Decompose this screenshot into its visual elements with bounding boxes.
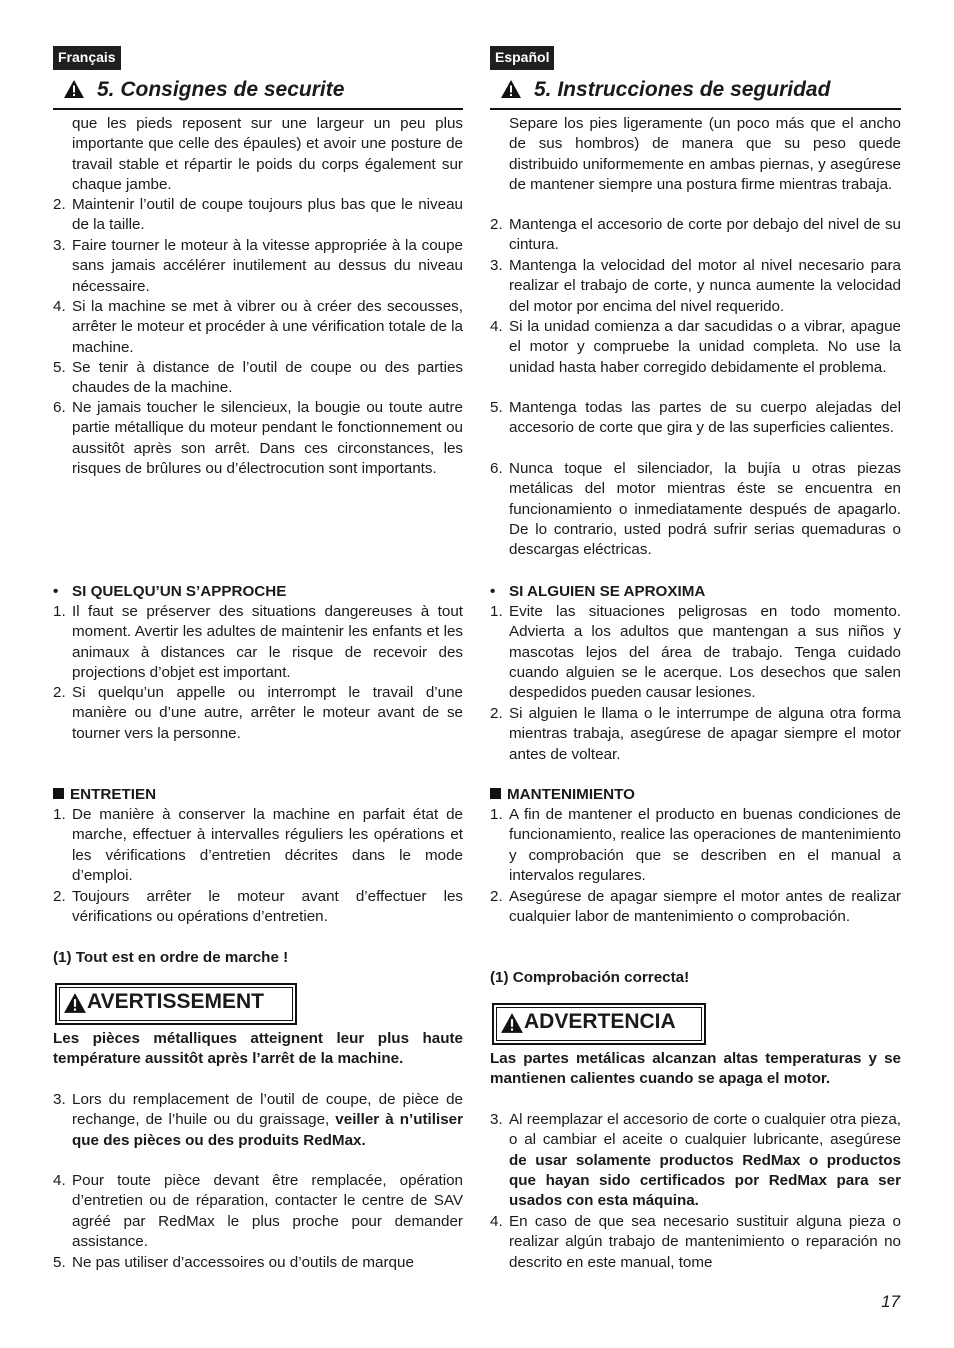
spanish-column (490, 46, 901, 1271)
subheading-approach: • SI QUELQU’UN S’APPROCHE (53, 583, 287, 600)
warning-text: Les pièces métalliques atteignent leur plus haute température aussitôt après l’arrêt de la machine. (53, 1030, 463, 1068)
language-tag-spanish: Español (490, 46, 554, 70)
list-item: 5. Ne pas utiliser d’accessoires ou d’outils de marque (53, 1254, 414, 1271)
warning-text: Las partes metálicas alcanzan altas temperaturas y se mantienen calientes cuando se apaga el motor. (490, 1050, 901, 1088)
square-bullet-icon (490, 788, 501, 799)
list-item: 4. En caso de que sea necesario sustituir alguna pieza o realizar algún trabajo de mantenimiento o reparación no descrito en este manual, tome (490, 1213, 901, 1271)
section-title-french (53, 76, 463, 110)
list-item: 3. Mantenga la velocidad del motor al nivel necesario para realizar el trabajo de corte, y nunca aumente la velocidad del motor por encima del nivel requerido. (490, 257, 901, 315)
list-item: 6. Nunca toque el silenciador, la bujía u otras piezas metálicas del motor mientras éste se encuentra en funcionamiento o inmediatamente después de apagarlo. De lo contrario, usted podrá sufrir serias quemaduras o descargas eléctricas. (490, 460, 901, 559)
list-item: 2. Maintenir l’outil de coupe toujours plus bas que le niveau de la taille. (53, 196, 463, 234)
warning-label: AVERTISSEMENT (87, 990, 264, 1013)
list-item: 3. Faire tourner le moteur à la vitesse appropriée à la coupe sans jamais accélérer inutilement au dessus du niveau nécessaire. (53, 237, 463, 295)
list-item: 4. Si la unidad comienza a dar sacudidas o a vibrar, apague el motor y compruebe la unidad completa. No use la unidad hasta haber corregido debidamente el problema. (490, 318, 901, 376)
list-item: 2. Toujours arrêter le moteur avant d’effectuer les vérifications ou opérations d’entretien. (53, 888, 463, 926)
warning-label: ADVERTENCIA (524, 1010, 676, 1033)
warning-triangle-icon (63, 992, 87, 1014)
section-title-text: 5. Instrucciones de seguridad (534, 78, 831, 101)
square-bullet-icon (53, 788, 64, 799)
intro-paragraph: que les pieds reposent sur une largeur un peu plus importante que celle des épaules) et avoir une posture de travail stable et répartir le poids du corps également sur chaque jambe. (72, 115, 463, 193)
list-item: 3. Al reemplazar el accesorio de corte o cualquier otra pieza, o al cambiar el aceite o cualquier lubricante, asegúrese de usar solamente productos RedMax o productos que hayan sido certificados por RedMax para ser usados con esta máquina. (490, 1111, 901, 1210)
section-title-text: 5. Consignes de securite (97, 78, 345, 101)
list-item: 3. Lors du remplacement de l’outil de coupe, de pièce de rechange, de l’huile ou du graissage, veiller à n’utiliser que des pièces ou des produits RedMax. (53, 1091, 463, 1149)
list-item: 2. Asegúrese de apagar siempre el motor antes de realizar cualquier labor de mantenimiento o comprobación. (490, 888, 901, 926)
list-item: 1. Evite las situaciones peligrosas en todo momento. Advierta a los adultos que mantengan a sus niños y mascotas lejos del área de trabajo. Tenga cuidado cuando alguien se le acerque. Los desechos que salen despedidos pueden causar lesiones. (490, 603, 901, 702)
list-item: 1. Il faut se préserver des situations dangereuses à tout moment. Avertir les adultes de maintenir les enfants et les animaux à distances car le risque de recevoir des projections d’objet est important. (53, 603, 463, 681)
language-tag-french: Français (53, 46, 121, 70)
list-item: 5. Mantenga todas las partes de su cuerpo alejadas del accesorio de corte que gira y de las superficies calientes. (490, 399, 901, 437)
list-item: 5. Se tenir à distance de l’outil de coupe ou des parties chaudes de la machine. (53, 359, 463, 397)
subheading-check: (1) Comprobación correcta! (490, 969, 690, 986)
list-item: 4. Pour toute pièce devant être remplacée, opération d’entretien ou de réparation, contacter le centre de SAV agréé par RedMax le plus proche pour demander assistance. (53, 1172, 463, 1250)
page-number: 17 (881, 1292, 900, 1311)
list-item: 6. Ne jamais toucher le silencieux, la bougie ou toute autre partie métallique du moteur pendant le fonctionnement ou aussitôt après son arrêt. Dans ces circonstances, les risques de brûlures ou d’électrocution sont importants. (53, 399, 463, 477)
warning-triangle-icon (500, 79, 522, 99)
subheading-maintenance: MANTENIMIENTO (490, 785, 635, 805)
section-title-spanish (490, 76, 901, 110)
warning-box (492, 1003, 706, 1045)
french-column (53, 46, 463, 1271)
list-item: 2. Si quelqu’un appelle ou interrompt le travail d’une manière ou d’une autre, arrêter le moteur avant de se tourner vers la personne. (53, 684, 463, 742)
list-item: 2. Si alguien le llama o le interrumpe de alguna otra forma mientras trabaja, asegúrese de apagar siempre el motor antes de voltear. (490, 705, 901, 763)
warning-triangle-icon (63, 79, 85, 99)
list-item: 2. Mantenga el accesorio de corte por debajo del nivel de su cintura. (490, 216, 901, 254)
intro-paragraph: Separe los pies ligeramente (un poco más que el ancho de sus hombros) de manera que su peso quede distribuido uniformemente en ambas piernas, y asegúrese de mantener siempre una postura firme mientras trabaja. (509, 115, 901, 193)
warning-triangle-icon (500, 1012, 524, 1034)
list-item: 1. A fin de mantener el producto en buenas condiciones de funcionamiento, realice las operaciones de mantenimiento y comprobación que se describen en el manual a intervalos regulares. (490, 806, 901, 884)
subheading-check: (1) Tout est en ordre de marche ! (53, 949, 289, 966)
subheading-approach: • SI ALGUIEN SE APROXIMA (490, 583, 706, 600)
list-item: 4. Si la machine se met à vibrer ou à créer des secousses, arrêter le moteur et procéder à une vérification totale de la machine. (53, 298, 463, 356)
warning-box (55, 983, 297, 1025)
list-item: 1. De manière à conserver la machine en parfait état de marche, effectuer à intervalles réguliers les opérations et les vérifications d’entretien décrites dans le mode d’emploi. (53, 806, 463, 884)
subheading-maintenance: ENTRETIEN (53, 785, 156, 805)
